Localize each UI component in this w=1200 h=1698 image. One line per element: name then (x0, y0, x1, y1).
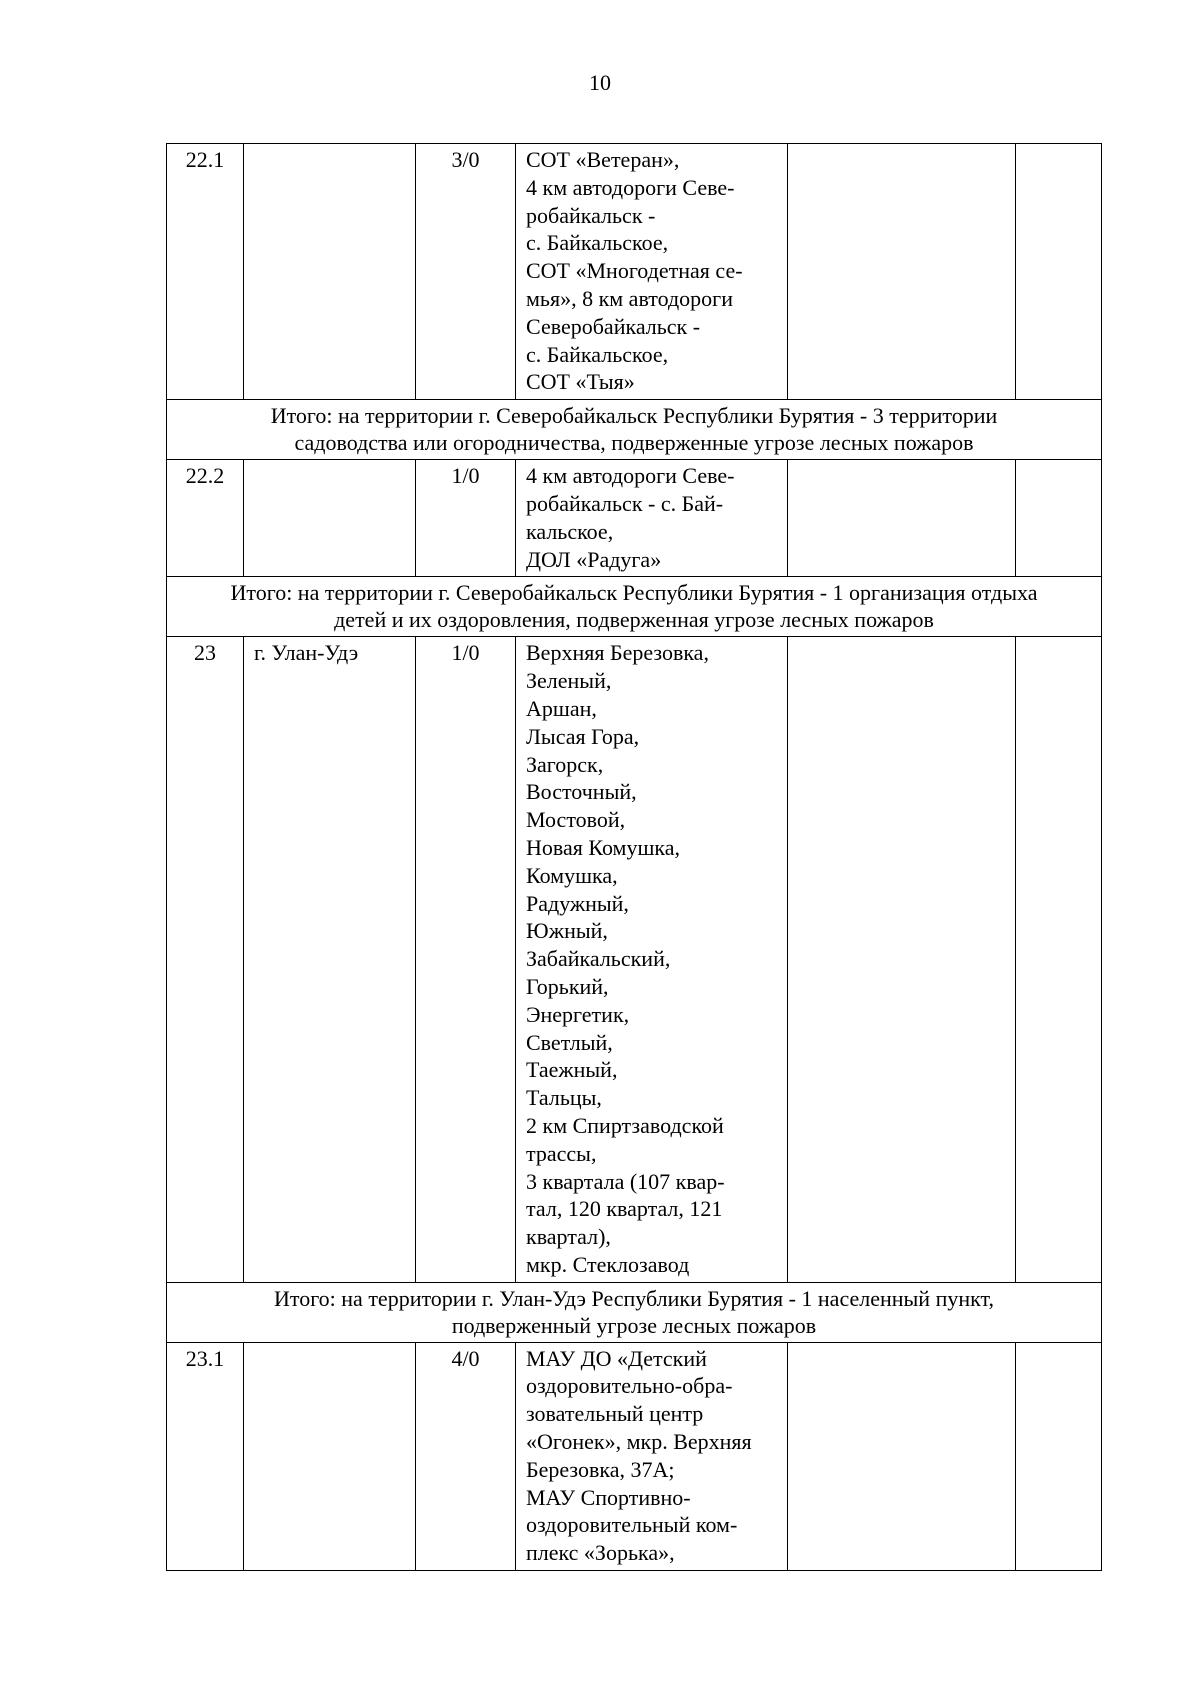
location-line: трассы, (526, 1140, 597, 1166)
location-line: Горький, (526, 973, 609, 999)
location-line: 3 квартала (107 квар- (526, 1168, 725, 1194)
row-number-cell: 22.1 (167, 144, 244, 400)
empty-cell (788, 144, 1016, 400)
table-row (167, 144, 1102, 400)
total-summary-line: Итого: на территории г. Улан-Удэ Республики Бурятия - 1 населенный пункт, (273, 1285, 994, 1311)
row-number-cell: 22.2 (167, 460, 244, 577)
location-line: СОТ «Многодетная се- (526, 258, 743, 284)
location-line: Северобайкальск - (526, 313, 701, 339)
locations-cell (516, 144, 788, 400)
total-summary-line: детей и их оздоровления, подверженная угрозе лесных пожаров (334, 607, 934, 633)
location-line: СОТ «Тыя» (526, 369, 635, 395)
location-line: Забайкальский, (526, 946, 671, 972)
location-line: Мостовой, (526, 807, 626, 833)
location-line: тал, 120 квартал, 121 (526, 1196, 723, 1222)
count-cell: 4/0 (416, 1342, 516, 1570)
location-line: 4 км автодороги Севе- (526, 463, 735, 489)
location-line: Радужный, (526, 890, 629, 916)
count-cell: 3/0 (416, 144, 516, 400)
location-line: МАУ Спортивно- (526, 1484, 691, 1510)
location-line: 2 км Спиртзаводской (526, 1112, 724, 1138)
empty-cell (1016, 1342, 1102, 1570)
total-summary-line: садоводства или огородничества, подверженные угрозе лесных пожаров (294, 430, 974, 456)
location-line: Верхняя Березовка, (526, 640, 709, 666)
total-summary-line: подверженный угрозе лесных пожаров (451, 1312, 817, 1338)
empty-cell (788, 460, 1016, 577)
fire-threat-table (166, 143, 1102, 1571)
location-line: МАУ ДО «Детский (526, 1345, 707, 1371)
table-row (167, 637, 1102, 1282)
row-number-cell: 23 (167, 637, 244, 1282)
location-line: Тальцы, (526, 1085, 602, 1111)
location-line: Южный, (526, 918, 608, 944)
district-cell (244, 460, 416, 577)
location-line: оздоровительный ком- (526, 1512, 738, 1538)
location-line: СОТ «Ветеран», (526, 147, 680, 172)
district-cell (244, 1342, 416, 1570)
location-line: Зеленый, (526, 668, 612, 694)
empty-cell (1016, 460, 1102, 577)
row-number-cell: 23.1 (167, 1342, 244, 1570)
location-line: Энергетик, (526, 1001, 630, 1027)
empty-cell (788, 1342, 1016, 1570)
locations-cell (516, 1342, 788, 1570)
location-line: Комушка, (526, 862, 618, 888)
location-line: Новая Комушка, (526, 834, 681, 860)
location-line: Светлый, (526, 1029, 613, 1055)
total-summary-cell (167, 1282, 1102, 1342)
location-line: Лысая Гора, (526, 723, 640, 749)
location-line: робайкальск - с. Бай- (526, 490, 724, 516)
location-line: мкр. Стеклозавод (526, 1251, 690, 1277)
location-line: робайкальск - (526, 202, 656, 228)
table-row (167, 460, 1102, 577)
location-line: с. Байкальское, (526, 230, 669, 256)
total-summary-cell (167, 577, 1102, 637)
locations-cell (516, 637, 788, 1282)
location-line: с. Байкальское, (526, 341, 669, 367)
location-line: 4 км автодороги Севе- (526, 174, 735, 200)
location-line: оздоровительно-обра- (526, 1373, 733, 1399)
empty-cell (1016, 144, 1102, 400)
location-line: кальское, (526, 518, 614, 544)
location-line: Таежный, (526, 1057, 618, 1083)
page-number: 10 (589, 70, 611, 95)
total-summary-cell (167, 400, 1102, 460)
empty-cell (1016, 637, 1102, 1282)
total-row (167, 400, 1102, 460)
location-line: мья», 8 км автодороги (526, 285, 733, 311)
table-body (167, 144, 1102, 1571)
count-cell: 1/0 (416, 460, 516, 577)
locations-cell (516, 460, 788, 577)
total-summary-line: Итого: на территории г. Северобайкальск Республики Бурятия - 1 организация отдыха (230, 580, 1038, 606)
location-line: «Огонек», мкр. Верхняя (526, 1429, 752, 1455)
count-cell: 1/0 (416, 637, 516, 1282)
location-line: Аршан, (526, 695, 597, 721)
table-row (167, 1342, 1102, 1570)
location-line: Березовка, 37А; (526, 1456, 675, 1482)
total-summary-line: Итого: на территории г. Северобайкальск Республики Бурятия - 3 территории (270, 403, 998, 429)
total-row (167, 577, 1102, 637)
location-line: квартал), (526, 1224, 611, 1250)
total-row (167, 1282, 1102, 1342)
location-line: зовательный центр (526, 1401, 704, 1427)
location-line: Загорск, (526, 751, 604, 777)
district-cell (244, 144, 416, 400)
location-line: Восточный, (526, 779, 637, 805)
empty-cell (788, 637, 1016, 1282)
location-line: ДОЛ «Радуга» (526, 546, 662, 572)
district-cell: г. Улан-Удэ (244, 637, 416, 1282)
location-line: плекс «Зорька», (526, 1540, 675, 1566)
